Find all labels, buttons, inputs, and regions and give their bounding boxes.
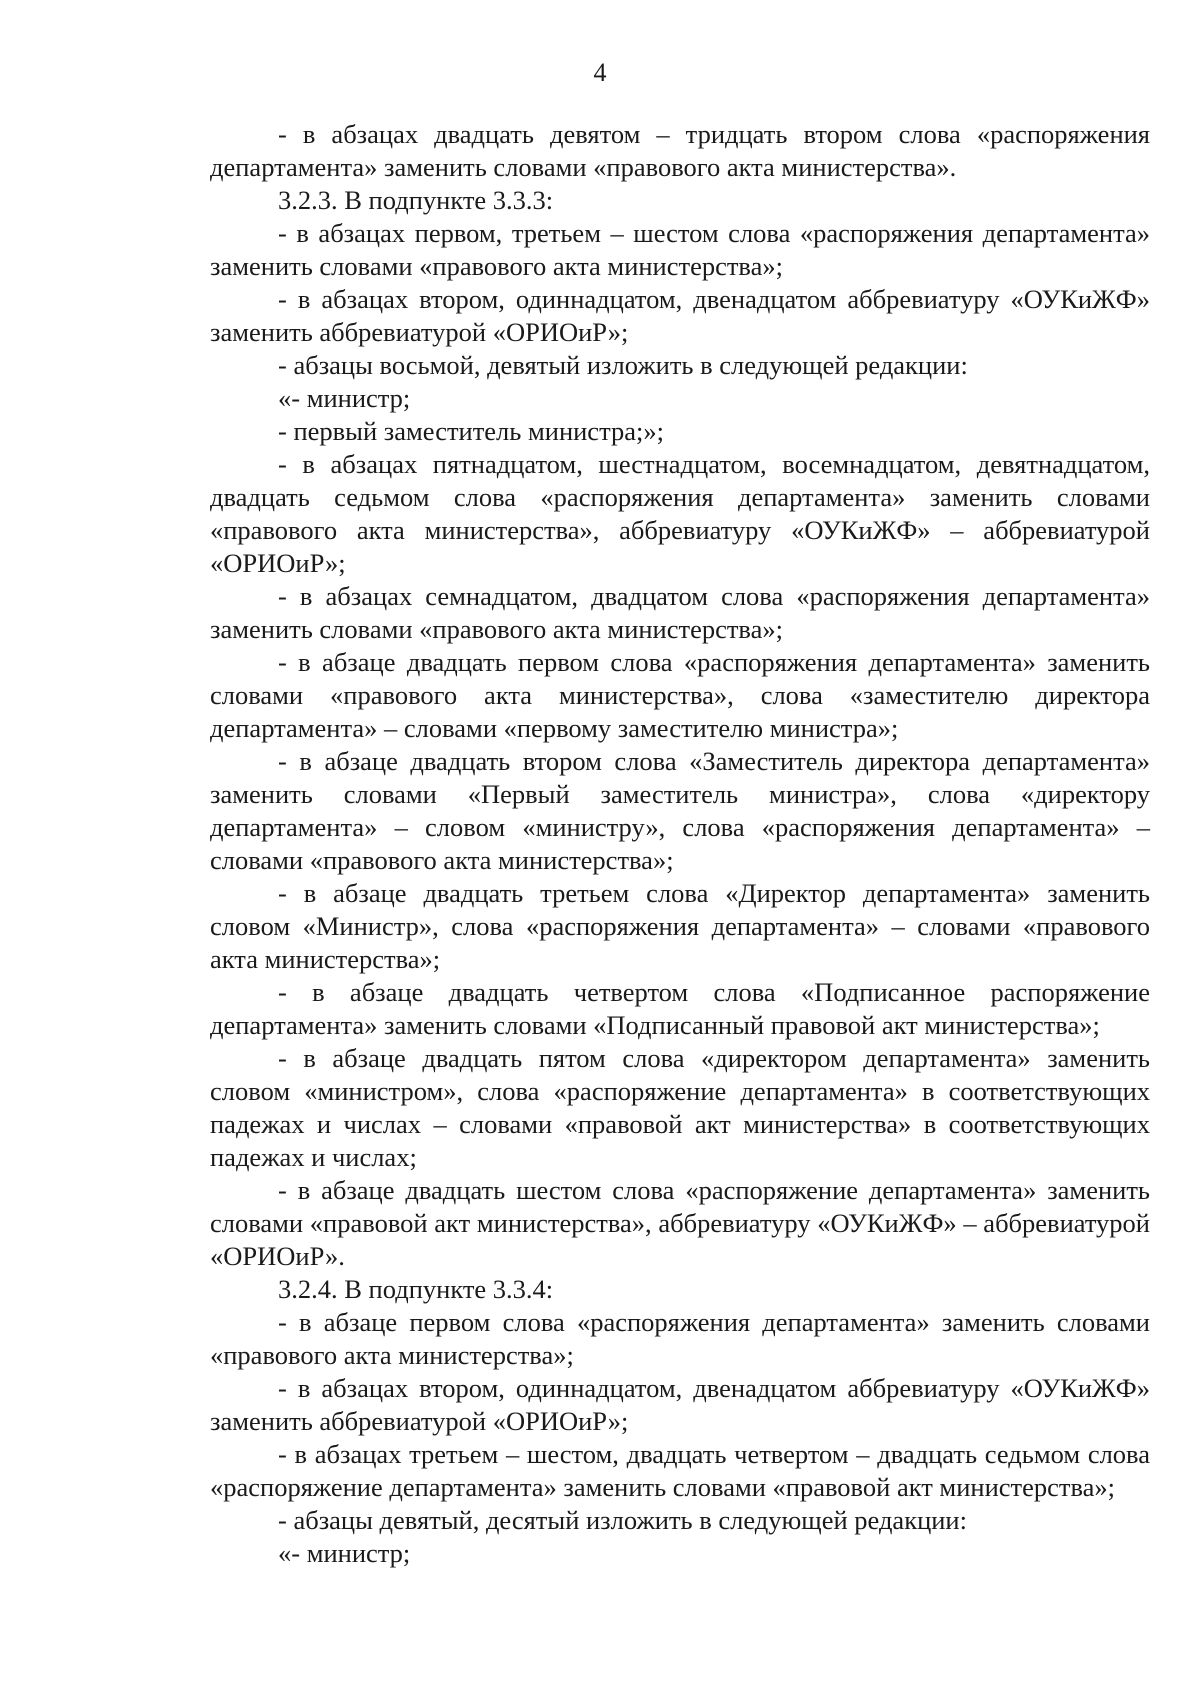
- paragraph: - в абзаце двадцать втором слова «Заместитель директора департамента» заменить словами «Первый заместитель министра», слова «директору департамента» – словом «министру», слова «распоряжения департамента» – словами «правового акта министерства»;: [210, 746, 1150, 875]
- paragraph: - в абзацах двадцать девятом – тридцать втором слова «распоряжения департамента» заменить словами «правового акта министерства».: [210, 119, 1150, 182]
- paragraph: - абзацы восьмой, девятый изложить в следующей редакции:: [278, 350, 968, 380]
- paragraph: - в абзаце двадцать шестом слова «распоряжение департамента» заменить словами «правовой акт министерства», аббревиатуру «ОУКиЖФ» – аббревиатурой «ОРИОиР».: [210, 1175, 1150, 1271]
- document-body: [210, 118, 1150, 1570]
- paragraph: - в абзацах семнадцатом, двадцатом слова «распоряжения департамента» заменить словами «правового акта министерства»;: [210, 581, 1150, 644]
- paragraph: - первый заместитель министра;»;: [278, 416, 664, 446]
- paragraph: - в абзацах втором, одиннадцатом, двенадцатом аббревиатуру «ОУКиЖФ» заменить аббревиатурой «ОРИОиР»;: [210, 1373, 1150, 1436]
- paragraph: - в абзаце двадцать первом слова «распоряжения департамента» заменить словами «правового акта министерства», слова «заместителю директора департамента» – словами «первому заместителю министра»;: [210, 647, 1150, 743]
- paragraph: - в абзаце двадцать четвертом слова «Подписанное распоряжение департамента» заменить словами «Подписанный правовой акт министерства»;: [210, 977, 1150, 1040]
- paragraph: - в абзаце первом слова «распоряжения департамента» заменить словами «правового акта министерства»;: [210, 1307, 1150, 1370]
- paragraph: - в абзацах третьем – шестом, двадцать четвертом – двадцать седьмом слова «распоряжение департамента» заменить словами «правовой акт министерства»;: [210, 1439, 1150, 1502]
- paragraph: «- министр;: [278, 383, 411, 413]
- paragraph: - абзацы девятый, десятый изложить в следующей редакции:: [278, 1505, 967, 1535]
- section-heading-3-2-3: 3.2.3. В подпункте 3.3.3:: [278, 185, 554, 215]
- paragraph: - в абзацах первом, третьем – шестом слова «распоряжения департамента» заменить словами «правового акта министерства»;: [210, 218, 1150, 281]
- paragraph: - в абзаце двадцать третьем слова «Директор департамента» заменить словом «Министр», слова «распоряжения департамента» – словами «правового акта министерства»;: [210, 878, 1150, 974]
- paragraph: «- министр;: [278, 1538, 411, 1568]
- paragraph: - в абзацах пятнадцатом, шестнадцатом, восемнадцатом, девятнадцатом, двадцать седьмом слова «распоряжения департамента» заменить словами «правового акта министерства», аббревиатуру «ОУКиЖФ» – аббревиатурой «ОРИОиР»;: [210, 449, 1150, 578]
- page-number: 4: [593, 58, 607, 87]
- paragraph: - в абзаце двадцать пятом слова «директором департамента» заменить словом «министром», слова «распоряжение департамента» в соответствующих падежах и числах – словами «правовой акт министерства» в соответствующих падежах и числах;: [210, 1043, 1150, 1172]
- section-heading-3-2-4: 3.2.4. В подпункте 3.3.4:: [278, 1274, 554, 1304]
- paragraph: - в абзацах втором, одиннадцатом, двенадцатом аббревиатуру «ОУКиЖФ» заменить аббревиатурой «ОРИОиР»;: [210, 284, 1150, 347]
